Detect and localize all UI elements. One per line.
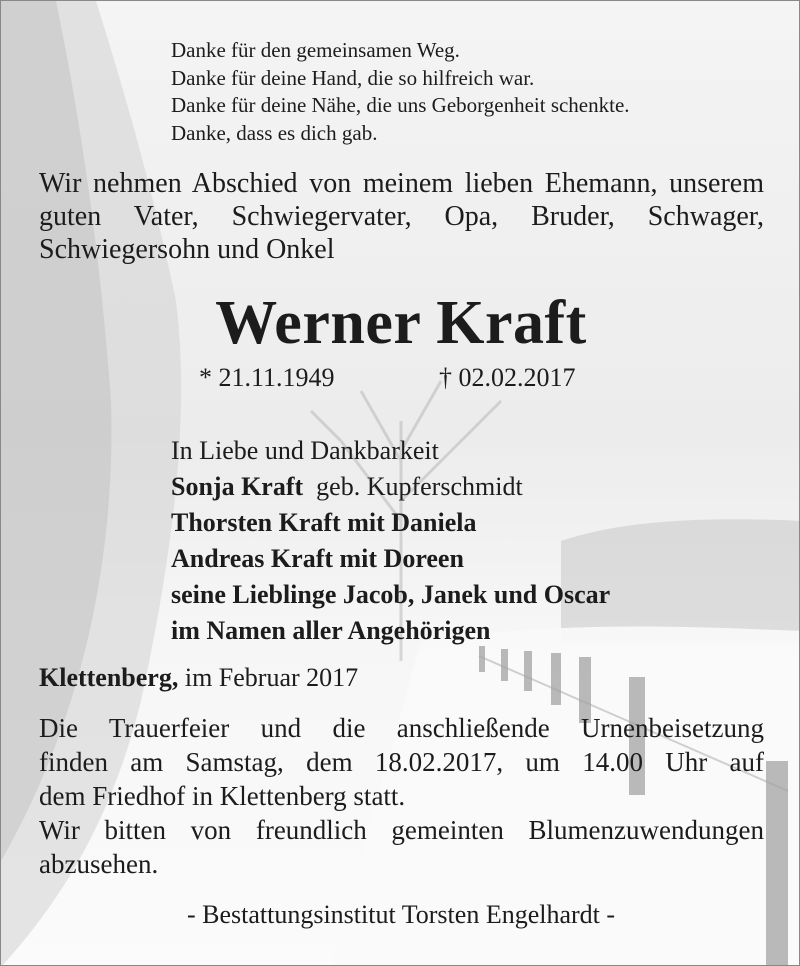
- family-wife-line: [171, 469, 610, 505]
- farewell-text: Wir nehmen Abschied von meinem lieben Ehemann, unserem guten Vater, Schwiegervater, Opa, Bruder, Schwager, Schwiegersohn und Onkel: [39, 168, 764, 265]
- family-member: im Namen aller Angehörigen: [171, 616, 491, 645]
- family-member: seine Lieblinge Jacob, Janek und Oscar: [171, 580, 611, 609]
- poem-line: Danke für den gemeinsamen Weg.: [171, 38, 460, 62]
- birth-date: * 21.11.1949: [199, 363, 335, 392]
- family-intro: In Liebe und Dankbarkeit: [171, 436, 439, 465]
- undertaker-credit: - Bestattungsinstitut Torsten Engelhardt -: [186, 900, 616, 929]
- ceremony-line: Die Trauerfeier und die anschließende Urnenbeisetzung: [39, 713, 764, 743]
- deceased-name: Werner Kraft: [215, 289, 587, 357]
- death-date: † 02.02.2017: [439, 363, 576, 392]
- ceremony-line: Wir bitten von freundlich gemeinten Blumenzuwendungen: [39, 815, 764, 845]
- family-member: Andreas Kraft mit Doreen: [171, 544, 464, 573]
- ceremony-line: dem Friedhof in Klettenberg statt.: [39, 781, 406, 811]
- poem: [171, 37, 630, 147]
- wife-maiden-name: geb. Kupferschmidt: [316, 472, 523, 501]
- place-date-line: [39, 661, 358, 695]
- wife-name: Sonja Kraft: [171, 472, 304, 501]
- poem-line: Danke, dass es dich gab.: [171, 120, 378, 145]
- poem-line: Danke für deine Nähe, die uns Geborgenheit schenkte.: [171, 93, 630, 117]
- poem-line: Danke für deine Hand, die so hilfreich war.: [171, 65, 535, 90]
- ceremony-text: [39, 711, 764, 881]
- place-date: im Februar 2017: [184, 663, 359, 692]
- place-town: Klettenberg,: [39, 663, 179, 692]
- notice-content: [1, 1, 800, 966]
- ceremony-line: finden am Samstag, dem 18.02.2017, um 14.00 Uhr auf: [39, 747, 764, 777]
- family-block: [171, 433, 610, 649]
- ceremony-line: abzusehen.: [39, 849, 159, 879]
- family-member: Thorsten Kraft mit Daniela: [171, 508, 477, 537]
